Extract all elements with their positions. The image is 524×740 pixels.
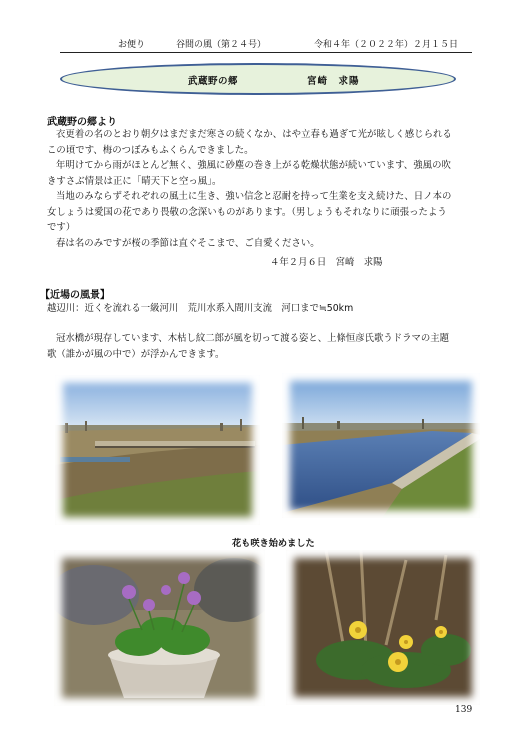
body-line-3: 年明けてから雨がほとんど無く、強風に砂塵の巻き上がる乾燥状態が続いています、強風の吹 xyxy=(56,160,451,171)
bridge-line-1: 冠水橋が現存しています、木枯し紋二郎が風を切って渡る姿と、上條恒彦氏歌うドラマの主題 xyxy=(56,333,450,344)
body-line-4: きすさぶ情景は正に「晴天下と空っ風」。 xyxy=(47,175,222,187)
river-illustration xyxy=(282,373,480,518)
header-label: お便り xyxy=(118,40,146,50)
title-banner xyxy=(60,63,456,95)
banner-author: 宮崎 求陽 xyxy=(307,76,360,87)
section-title: 武蔵野の郷より xyxy=(47,117,117,128)
primrose-pot-illustration xyxy=(54,550,265,706)
banner-title: 武蔵野の郷 xyxy=(188,76,239,87)
section-body xyxy=(47,127,477,251)
header-series: 谷間の風（第２４号） xyxy=(176,40,267,50)
body-line-7: です） xyxy=(47,222,76,233)
bridge-line-2: 歌（誰かが風の中で）が浮かんできます。 xyxy=(47,348,225,360)
yellow-flowers-illustration xyxy=(286,550,480,705)
nearby-title: 【近場の風景】 xyxy=(40,290,110,301)
river-line: 越辺川：近くを流れる一級河川 荒川水系入間川支流 河口まで≒50km xyxy=(47,303,354,314)
flowers-caption: 花も咲き始めました xyxy=(232,538,315,549)
body-line-5: 当地のみならずそれぞれの風土に生き、強い信念と忍耐を持って生業を支え続けた、日ノ本の xyxy=(56,191,452,202)
header-date: 令和４年（２０２２年）２月１５日 xyxy=(314,40,459,50)
primrose-pot-photo xyxy=(54,550,265,706)
page-header xyxy=(60,38,472,53)
bridge-landscape-photo xyxy=(55,375,260,525)
body-line-8: 春は名のみですが桜の季節は直ぐそこまで、ご自愛ください。 xyxy=(56,237,320,249)
yellow-flowers-photo xyxy=(286,550,480,705)
river-photo xyxy=(282,373,480,518)
page-number: 139 xyxy=(455,705,473,715)
body-line-2: この頃です、梅のつぼみもふくらんできました。 xyxy=(47,144,254,156)
bridge-landscape-illustration xyxy=(55,375,260,525)
bridge-text xyxy=(47,331,477,362)
body-line-1: 衣更着の名のとおり朝夕はまだまだ寒さの続くなか、はや立春も過ぎて光が眩しく感じられる xyxy=(56,129,452,140)
body-line-6: 女しょうは愛国の花であり畏敬の念深いものがあります。（男しょうもそれなりに頑張ったよう xyxy=(47,206,447,218)
signature: ４年２月６日 宮崎 求陽 xyxy=(270,257,383,268)
